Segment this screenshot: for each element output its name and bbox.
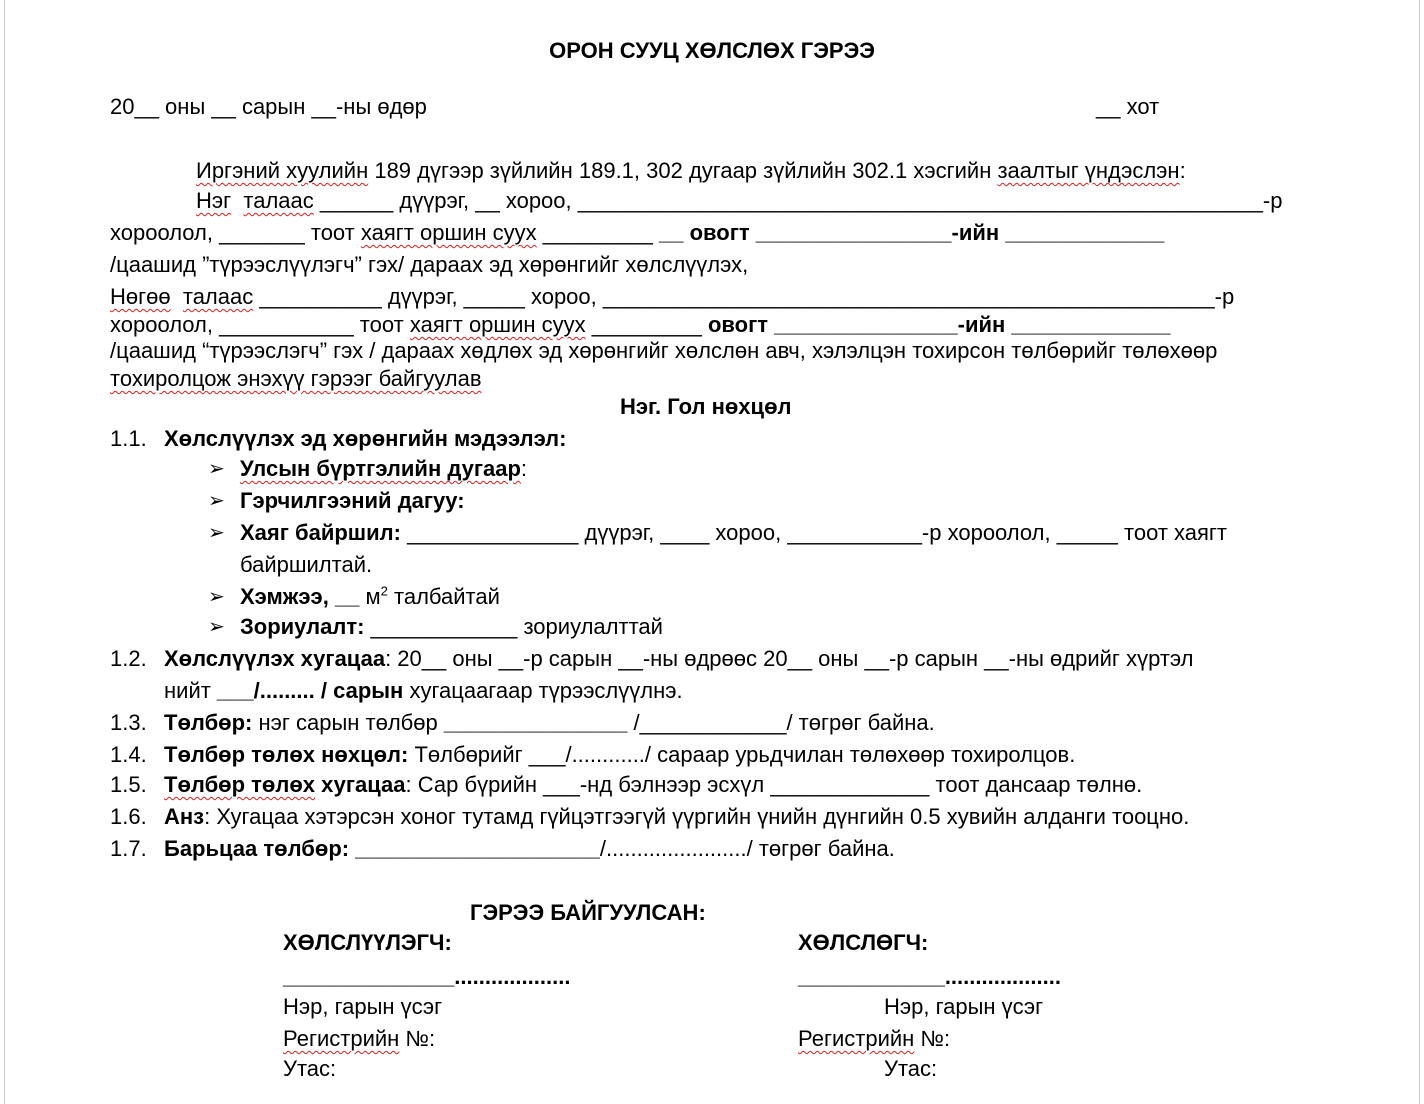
section-title: Нэг. Гол нөхцөл	[620, 394, 792, 419]
party2-line2-c: овогт _______________-ийн _____________	[707, 312, 1171, 337]
party2-line1-rest: __________ дүүрэг, _____ хороо, __________________________________________________-р	[253, 284, 1235, 309]
clause-1-3-blank: _______________	[443, 710, 628, 735]
party1-line3: /цаашид ”түрээслүүлэгч” гэх/ дараах эд хөрөнгийг хөлслүүлэх,	[110, 252, 749, 277]
city-line: __ хот	[1096, 94, 1160, 119]
lessor-name-label: Нэр, гарын үсэг	[283, 994, 443, 1019]
party2-line1	[110, 284, 1234, 310]
clause-1-4	[110, 742, 1075, 768]
party1-line2-c: __ овогт ________________-ийн _____________	[659, 220, 1165, 245]
intro-end: :	[1179, 158, 1186, 183]
clause-number: 1.1.	[110, 426, 147, 451]
clause-1-2-cont	[164, 678, 683, 704]
bullet-purpose-label: Зориулалт:	[240, 614, 365, 639]
clause-1-4-text: Төлбөрийг ___/............/ сараар урьдчилан төлөхөөр тохиролцов.	[408, 742, 1076, 767]
bullet-size-sup: 2	[380, 583, 388, 599]
signatures-heading: ГЭРЭЭ БАЙГУУЛСАН:	[470, 900, 706, 925]
bullet-address-label: Хаяг байршил:	[240, 520, 401, 545]
clause-1-5-label-squiggle: Төлбөр төлөх	[164, 772, 316, 797]
clause-number: 1.5.	[110, 772, 147, 797]
lessee-register-num: №:	[914, 1026, 951, 1051]
clause-1-1	[110, 426, 567, 452]
party2-line2-a: хороолол, ___________ тоот	[110, 312, 410, 337]
party1-line2-a: хороолол, _______ тоот	[110, 220, 361, 245]
arrow-bullet-icon: ➢	[208, 586, 225, 608]
clause-1-3-text: нэг сарын төлбөр	[252, 710, 444, 735]
arrow-bullet-icon: ➢	[208, 490, 225, 512]
clause-1-2-cont-a: нийт	[164, 678, 217, 703]
lessee-name-label: Нэр, гарын үсэг	[884, 994, 1044, 1019]
party2-word-1: Нөгөө	[110, 284, 171, 309]
clause-1-2-label: Хөлслүүлэх хугацаа	[164, 646, 386, 671]
page-right-border	[1419, 0, 1420, 1104]
party1-word-2: талаас	[243, 188, 314, 213]
clause-1-2-text: : 20__ оны __-р сарын __-ны өдрөөс 20__ оны __-р сарын __-ны өдрийг хүртэл	[385, 646, 1194, 671]
bullet-size	[240, 584, 500, 610]
party2-line2-b: _________	[585, 312, 708, 337]
clause-1-7	[110, 836, 895, 862]
lessee-phone: Утас:	[884, 1056, 938, 1081]
page-left-border	[4, 0, 5, 1104]
lessee-title: ХӨЛСЛӨГЧ:	[798, 930, 929, 955]
party1-line1	[196, 188, 1283, 214]
party1-line2	[110, 220, 1164, 246]
clause-1-3-label: Төлбөр:	[164, 710, 253, 735]
lessor-signature-line: ______________...................	[283, 964, 571, 989]
clause-number: 1.2.	[110, 646, 147, 671]
intro-text: 189 дүгээр зүйлийн 189.1, 302 дугаар зүйлийн 302.1 хэсгийн	[368, 158, 998, 183]
party2-word-2: талаас	[182, 284, 254, 309]
lessee-register	[798, 1026, 950, 1052]
clause-1-4-label: Төлбөр төлөх нөхцөл:	[164, 742, 409, 767]
clause-1-5-text: : Сар бүрийн ___-нд бэлнээр эсхүл _____________ тоот дансаар төлнө.	[405, 772, 1143, 797]
bullet-address	[240, 520, 1227, 546]
clause-1-6-label: Анз	[164, 804, 205, 829]
bullet-address-text: ______________ дүүрэг, ____ хороо, ___________-р хороолол, _____ тоот хаягт	[400, 520, 1228, 545]
party2-line2-squiggle: хаягт оршин суух	[409, 312, 586, 337]
bullet-size-label: Хэмжээ,	[240, 584, 329, 609]
clause-1-5	[110, 772, 1142, 798]
clause-number: 1.4.	[110, 742, 147, 767]
arrow-bullet-icon: ➢	[208, 458, 225, 480]
bullet-registration	[240, 456, 527, 482]
bullet-purpose-text: ____________ зориулалттай	[364, 614, 663, 639]
lessor-title: ХӨЛСЛҮҮЛЭГЧ:	[283, 930, 452, 955]
clause-1-1-label: Хөлслүүлэх эд хөрөнгийн мэдээлэл:	[164, 426, 567, 451]
party1-line2-b: _________	[536, 220, 653, 245]
arrow-bullet-icon: ➢	[208, 522, 225, 544]
clause-1-2-cont-c: хугацаагаар түрээслүүлнэ.	[403, 678, 683, 703]
bullet-size-blank: __	[328, 584, 360, 609]
bullet-purpose	[240, 614, 663, 640]
lessee-signature-line: ____________...................	[798, 964, 1061, 989]
intro-paragraph	[196, 158, 1186, 184]
party1-line1-rest: ______ дүүрэг, __ хороо, ________________________________________________________-р	[313, 188, 1283, 213]
party2-line4: тохиролцож энэхүү гэрээг байгуулав	[110, 366, 482, 391]
clause-number: 1.3.	[110, 710, 147, 735]
bullet-registration-label: Улсын бүртгэлийн дугаар	[240, 456, 521, 481]
arrow-bullet-icon: ➢	[208, 616, 225, 638]
clause-number: 1.7.	[110, 836, 147, 861]
lessor-phone: Утас:	[283, 1056, 337, 1081]
date-line: 20__ оны __ сарын __-ны өдөр	[110, 94, 427, 119]
clause-1-2-cont-b: ___/......... / сарын	[216, 678, 404, 703]
bullet-address-cont: байршилтай.	[240, 552, 373, 577]
intro-squiggle-2: заалтыг үндэслэн	[997, 158, 1180, 183]
clause-1-7-label: Барьцаа төлбөр: ____________________	[164, 836, 600, 861]
bullet-size-unit: м	[359, 584, 381, 609]
lessee-register-label: Регистрийн	[798, 1026, 915, 1051]
party1-word-1: Нэг	[196, 188, 232, 213]
clause-1-5-label-rest: хугацаа	[315, 772, 406, 797]
lessor-register-num: №:	[399, 1026, 436, 1051]
party2-line3: /цаашид “түрээслэгч” гэх / дараах хөдлөх эд хөрөнгийг хөлслөн авч, хэлэлцэн тохирсон төлбөрийг төлөхөөр	[110, 338, 1218, 363]
bullet-registration-end: :	[520, 456, 528, 481]
bullet-certificate: Гэрчилгээний дагуу:	[240, 488, 465, 513]
clause-1-7-text: /......................./ төгрөг байна.	[599, 836, 895, 861]
document-title: ОРОН СУУЦ ХӨЛСЛӨХ ГЭРЭЭ	[549, 38, 875, 63]
clause-1-6	[110, 804, 1189, 830]
clause-number: 1.6.	[110, 804, 147, 829]
party1-line2-squiggle: хаягт оршин суух	[360, 220, 537, 245]
intro-squiggle-1: Иргэний хуулийн	[196, 158, 369, 183]
clause-1-2	[110, 646, 1193, 672]
clause-1-3-rest: /____________/ төгрөг байна.	[627, 710, 935, 735]
lessor-register	[283, 1026, 435, 1052]
clause-1-6-text: : Хугацаа хэтэрсэн хоног тутамд гүйцэтгээгүй үүргийн үнийн дүнгийн 0.5 хувийн алданги тооцно.	[204, 804, 1190, 829]
clause-1-3	[110, 710, 935, 736]
party2-line2	[110, 312, 1171, 338]
lessor-register-label: Регистрийн	[283, 1026, 400, 1051]
bullet-size-text: талбайтай	[387, 584, 500, 609]
